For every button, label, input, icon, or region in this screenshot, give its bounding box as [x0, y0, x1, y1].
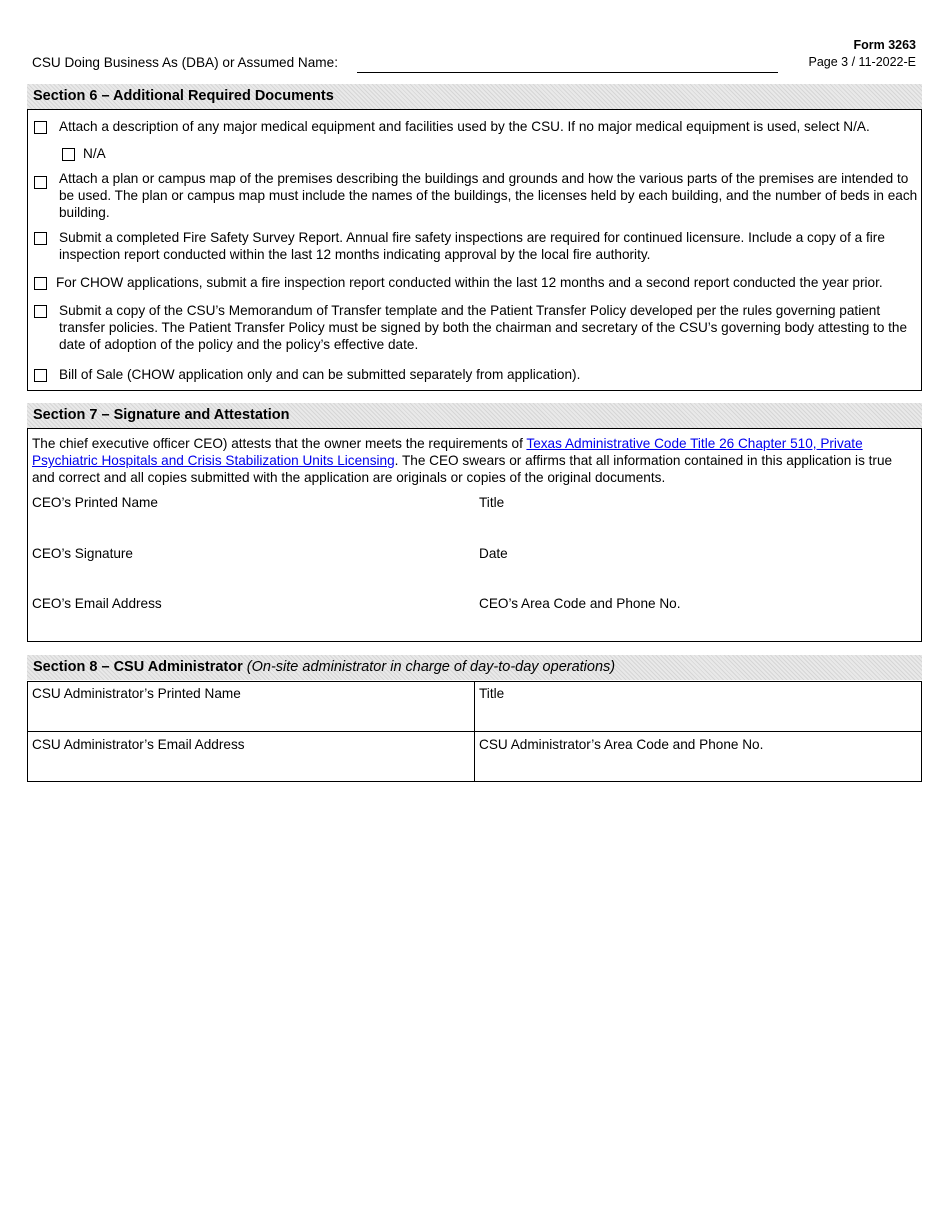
section8-box: [27, 681, 922, 782]
section6-box: [27, 109, 922, 391]
checkbox-campus-map[interactable]: [34, 176, 47, 189]
item-bill-of-sale-text: Bill of Sale (CHOW application only and can be submitted separately from application).: [59, 367, 581, 382]
admin-phone-label: CSU Administrator’s Area Code and Phone No.: [479, 737, 764, 752]
section6-header: [27, 84, 922, 109]
item-equipment-text: Attach a description of any major medical equipment and facilities used by the CSU. If no major medical equipment is used, select N/A.: [59, 119, 870, 134]
item-fire-survey-text: Submit a completed Fire Safety Survey Report. Annual fire safety inspections are required for continued licensure. Include a copy of a fire inspection report conducted within the last 12 months indicating approval by the local fire authority.: [59, 230, 885, 262]
checkbox-na[interactable]: [62, 148, 75, 161]
attestation-lead: The chief executive officer CEO) attests that the owner meets the requirements of: [32, 436, 527, 451]
section7-header: [27, 403, 922, 428]
checkbox-transfer[interactable]: [34, 305, 47, 318]
attestation-text: [32, 435, 918, 486]
section8-header: [27, 655, 922, 680]
ceo-date-label: Date: [479, 546, 508, 561]
admin-email-label: CSU Administrator’s Email Address: [32, 737, 245, 752]
dba-input[interactable]: [357, 54, 778, 73]
item-campus-map-text: Attach a plan or campus map of the premises describing the buildings and grounds and how the various parts of the premises are intended to be used. The plan or campus map must include the names of the buildings, the licenses held by each building, and the number of beds in each building.: [59, 171, 918, 220]
attestation-tail: . The CEO swears or affirms that all information contained in this application is true and correct and all copies submitted with the application are originals or copies of the original documents.: [32, 453, 893, 485]
item-transfer-text: Submit a copy of the CSU’s Memorandum of Transfer template and the Patient Transfer Policy developed per the rules governing patient transfer policies. The Patient Transfer Policy must be signed by both the chairman and secretary of the CSU’s governing body attesting to the date of adoption of the policy and the policy’s effective date.: [59, 303, 908, 352]
admin-printed-name-cell[interactable]: [28, 682, 475, 732]
ceo-printed-name-label: CEO’s Printed Name: [32, 495, 158, 510]
section8-subtitle: (On-site administrator in charge of day-to-day operations): [246, 659, 616, 675]
section7-title: Section 7 – Signature and Attestation: [33, 407, 290, 423]
checkbox-bill-of-sale[interactable]: [34, 369, 47, 382]
admin-printed-name-label: CSU Administrator’s Printed Name: [32, 686, 241, 701]
checkbox-equipment[interactable]: [34, 121, 47, 134]
ceo-phone-label: CEO’s Area Code and Phone No.: [479, 596, 681, 611]
form-number: Form 3263: [853, 38, 916, 52]
ceo-email-label: CEO’s Email Address: [32, 596, 162, 611]
admin-phone-cell[interactable]: [475, 732, 921, 781]
page-info: Page 3 / 11-2022-E: [808, 55, 916, 69]
checkbox-fire-survey[interactable]: [34, 232, 47, 245]
admin-title-label: Title: [479, 686, 505, 701]
ceo-signature-label: CEO’s Signature: [32, 546, 133, 561]
dba-label: CSU Doing Business As (DBA) or Assumed Name:: [32, 55, 338, 70]
ceo-title-label: Title: [479, 495, 505, 510]
section6-title: Section 6 – Additional Required Documents: [33, 88, 334, 104]
section8-title: Section 8 – CSU Administrator: [33, 659, 243, 675]
tac-link[interactable]: Texas Administrative Code Title 26 Chapter 510, Private Psychiatric Hospitals and Crisis Stabilization Units Licensing: [32, 436, 863, 468]
item-chow-fire-text: For CHOW applications, submit a fire inspection report conducted within the last 12 months and a second report conducted the year prior.: [56, 275, 883, 290]
section7-box: [27, 428, 922, 642]
admin-title-cell[interactable]: [475, 682, 921, 732]
admin-email-cell[interactable]: [28, 732, 475, 781]
na-label: N/A: [83, 146, 106, 161]
checkbox-chow-fire[interactable]: [34, 277, 47, 290]
